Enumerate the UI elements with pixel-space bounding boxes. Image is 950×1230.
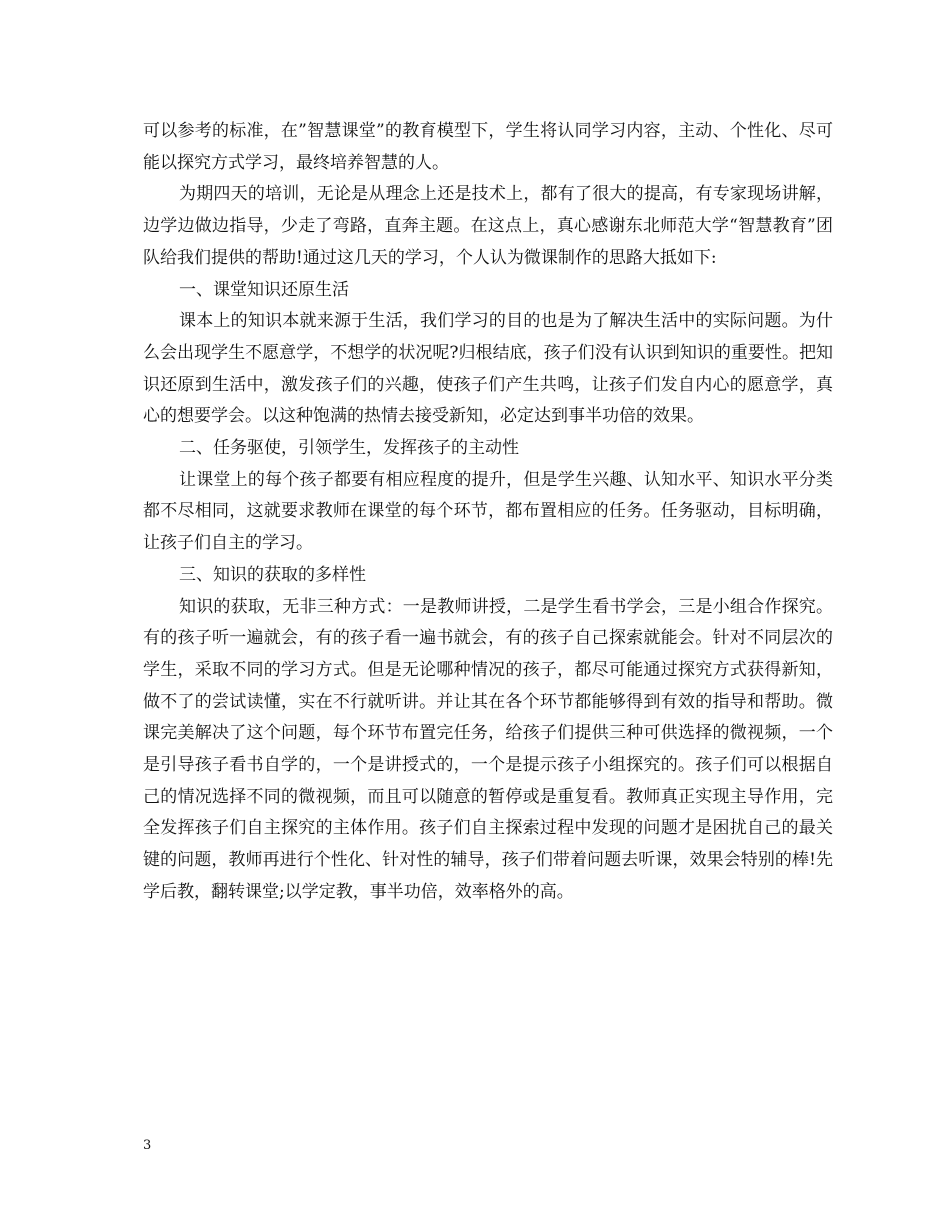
section-heading-2: 二、任务驱使，引领学生，发挥孩子的主动性 <box>179 438 519 459</box>
document-body <box>143 116 833 909</box>
section-heading-3: 三、知识的获取的多样性 <box>179 564 366 585</box>
paragraph-section-1: 课本上的知识本就来源于生活，我们学习的目的也是为了解决生活中的实际问题。为什么会出现学生不愿意学，不想学的状况呢?归根结底，孩子们没有认识到知识的重要性。把知识还原到生活中，激发孩子们的兴趣，使孩子们产生共鸣，让孩子们发自内心的愿意学，真心的想要学会。以这种饱满的热情去接受新知，必定达到事半功倍的效果。 <box>143 311 833 427</box>
paragraph-section-3: 知识的获取，无非三种方式：一是教师讲授，二是学生看书学会，三是小组合作探究。有的孩子听一遍就会，有的孩子看一遍书就会，有的孩子自己探索就能会。针对不同层次的学生，采取不同的学习方式。但是无论哪种情况的孩子，都尽可能通过探究方式获得新知，做不了的尝试读懂，实在不行就听讲。并让其在各个环节都能够得到有效的指导和帮助。微课完美解决了这个问题，每个环节布置完任务，给孩子们提供三种可供选择的微视频，一个是引导孩子看书自学的，一个是讲授式的，一个是提示孩子小组探究的。孩子们可以根据自己的情况选择不同的微视频，而且可以随意的暂停或是重复看。教师真正实现主导作用，完全发挥孩子们自主探究的主体作用。孩子们自主探索过程中发现的问题才是困扰自己的最关键的问题，教师再进行个性化、针对性的辅导，孩子们带着问题去听课，效果会特别的棒!先学后教，翻转课堂;以学定教，事半功倍，效率格外的高。 <box>143 596 833 902</box>
page-number: 3 <box>143 1138 152 1153</box>
paragraph-training-summary: 为期四天的培训，无论是从理念上还是技术上，都有了很大的提高，有专家现场讲解，边学边做边指导，少走了弯路，直奔主题。在这点上，真心感谢东北师范大学“智慧教育”团队给我们提供的帮助!通过这几天的学习，个人认为微课制作的思路大抵如下: <box>143 184 833 268</box>
section-heading-1: 一、课堂知识还原生活 <box>179 279 349 300</box>
paragraph-continuation: 可以参考的标准，在”智慧课堂”的教育模型下，学生将认同学习内容，主动、个性化、尽可能以探究方式学习，最终培养智慧的人。 <box>143 121 833 173</box>
paragraph-section-2: 让课堂上的每个孩子都要有相应程度的提升，但是学生兴趣、认知水平、知识水平分类都不尽相同，这就要求教师在课堂的每个环节，都布置相应的任务。任务驱动，目标明确，让孩子们自主的学习。 <box>143 469 833 554</box>
